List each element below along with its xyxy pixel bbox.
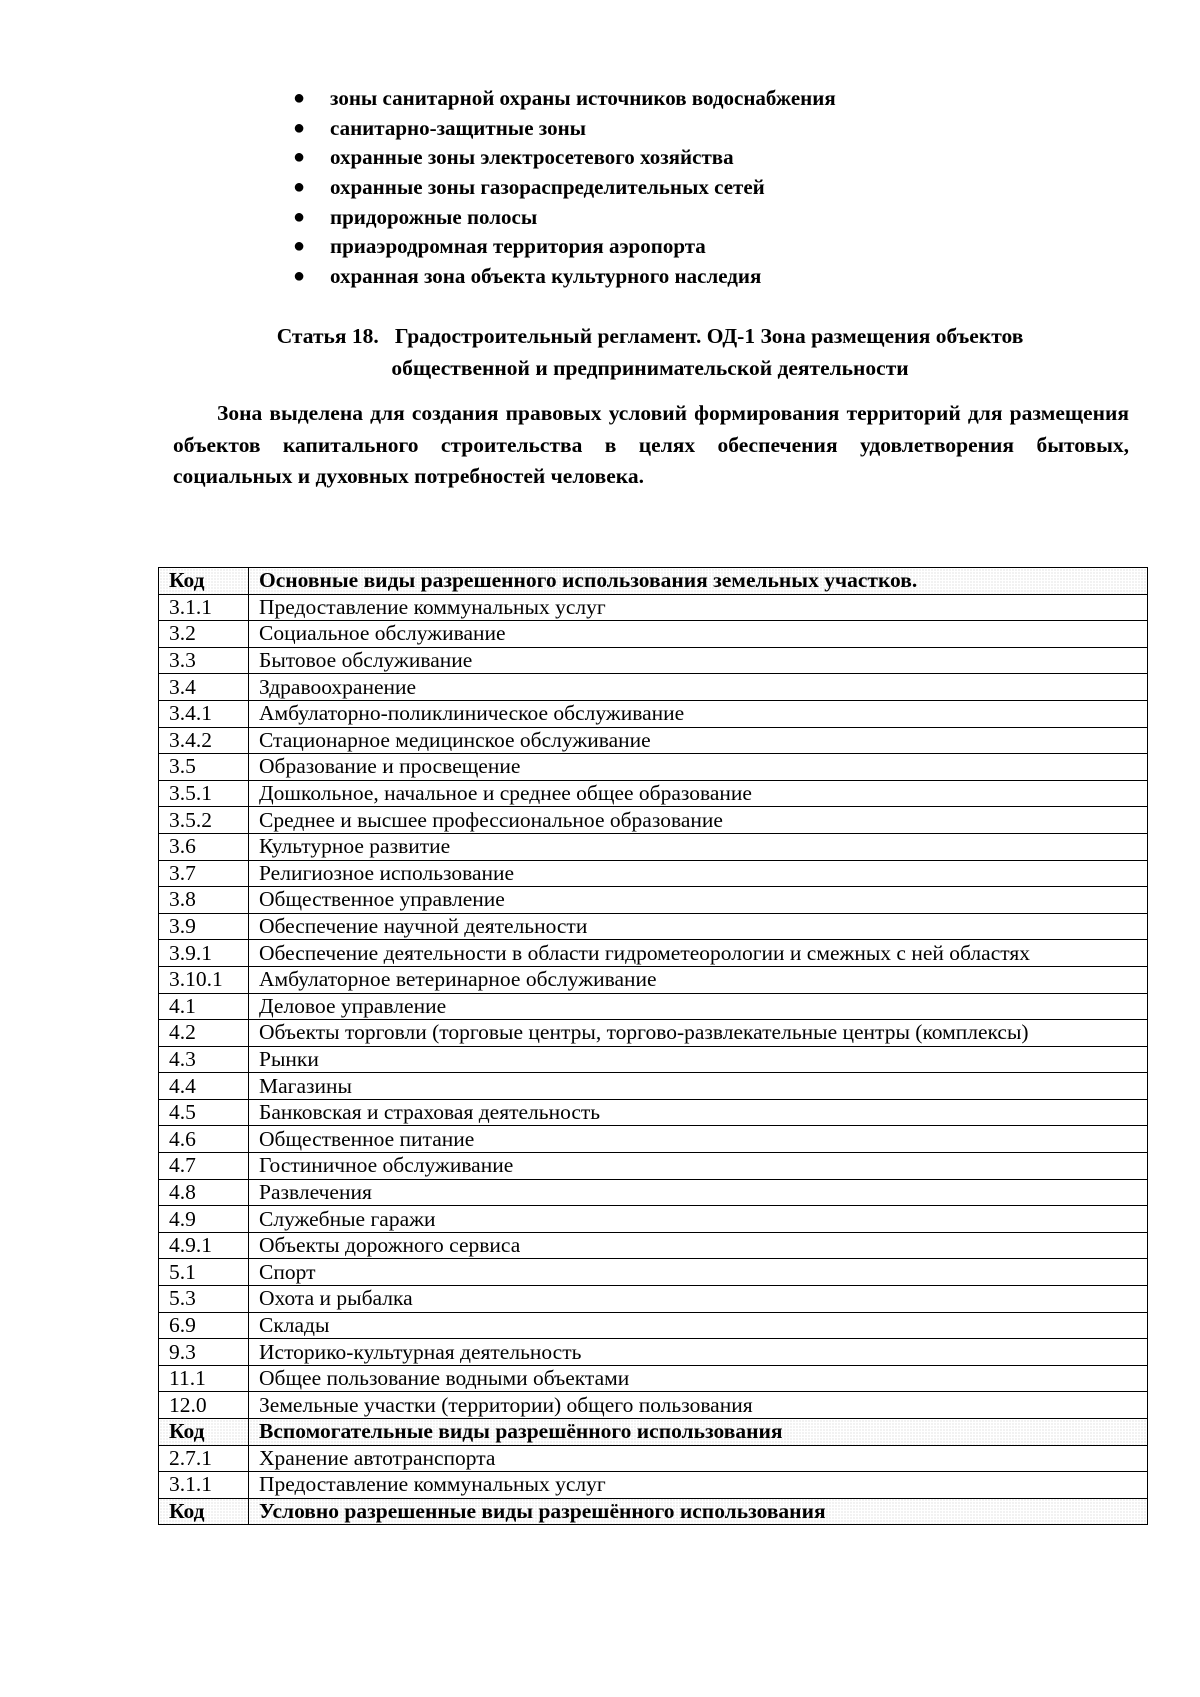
use-type-cell: Социальное обслуживание bbox=[249, 621, 1148, 648]
code-cell: 3.2 bbox=[159, 621, 249, 648]
use-type-cell: Культурное развитие bbox=[249, 833, 1148, 860]
article-heading-line2: общественной и предпринимательской деятельности bbox=[391, 356, 909, 380]
code-cell: 4.1 bbox=[159, 993, 249, 1020]
table-row bbox=[159, 807, 1148, 834]
use-type-cell: Земельные участки (территории) общего пользования bbox=[249, 1392, 1148, 1419]
use-type-cell: Общее пользование водными объектами bbox=[249, 1365, 1148, 1392]
use-type-cell: Вспомогательные виды разрешённого использования bbox=[249, 1419, 1148, 1446]
table-row bbox=[159, 621, 1148, 648]
code-cell: 3.6 bbox=[159, 833, 249, 860]
intro-paragraph: Зона выделена для создания правовых условий формирования территорий для размещения объектов капитального строительства в целях обеспечения удовлетворения бытовых, социальных и духовных потребностей человека. bbox=[173, 401, 1129, 488]
bullet-dot-icon: ● bbox=[293, 265, 306, 288]
code-cell: 9.3 bbox=[159, 1339, 249, 1366]
table-row bbox=[159, 1020, 1148, 1047]
code-cell: 3.5.2 bbox=[159, 807, 249, 834]
use-type-cell: Магазины bbox=[249, 1073, 1148, 1100]
bullet-dot-icon: ● bbox=[293, 235, 306, 258]
use-type-cell: Бытовое обслуживание bbox=[249, 647, 1148, 674]
table-row bbox=[159, 1259, 1148, 1286]
use-type-cell: Рынки bbox=[249, 1046, 1148, 1073]
use-type-cell: Амбулаторно-поликлиническое обслуживание bbox=[249, 700, 1148, 727]
code-cell: Код bbox=[159, 568, 249, 595]
use-type-cell: Среднее и высшее профессиональное образование bbox=[249, 807, 1148, 834]
code-cell: 3.5 bbox=[159, 754, 249, 781]
bullet-item: ● охранная зона объекта культурного наследия bbox=[293, 264, 762, 289]
land-use-table bbox=[158, 567, 1148, 1525]
use-type-cell: Предоставление коммунальных услуг bbox=[249, 1472, 1148, 1499]
table-row bbox=[159, 594, 1148, 621]
code-cell: 12.0 bbox=[159, 1392, 249, 1419]
code-cell: 3.9.1 bbox=[159, 940, 249, 967]
bullet-dot-icon: ● bbox=[293, 87, 306, 109]
code-cell: 11.1 bbox=[159, 1365, 249, 1392]
bullet-dot-icon: ● bbox=[293, 205, 306, 228]
table-row bbox=[159, 674, 1148, 701]
use-type-cell: Охота и рыбалка bbox=[249, 1286, 1148, 1313]
table-row bbox=[159, 754, 1148, 781]
code-cell: 2.7.1 bbox=[159, 1445, 249, 1472]
use-type-cell: Объекты торговли (торговые центры, торгово-развлекательные центры (комплексы) bbox=[249, 1020, 1148, 1047]
table-row bbox=[159, 1179, 1148, 1206]
code-cell: 3.3 bbox=[159, 647, 249, 674]
code-cell: 4.7 bbox=[159, 1153, 249, 1180]
code-cell: Код bbox=[159, 1419, 249, 1446]
bullet-dot-icon: ● bbox=[293, 146, 306, 169]
code-cell: 3.10.1 bbox=[159, 966, 249, 993]
table-row bbox=[159, 727, 1148, 754]
table-row bbox=[159, 993, 1148, 1020]
code-cell: 3.9 bbox=[159, 913, 249, 940]
code-cell: 5.3 bbox=[159, 1286, 249, 1313]
use-type-cell: Хранение автотранспорта bbox=[249, 1445, 1148, 1472]
use-type-cell: Служебные гаражи bbox=[249, 1206, 1148, 1233]
bullet-item: ● охранные зоны электросетевого хозяйства bbox=[293, 145, 734, 170]
code-cell: 4.4 bbox=[159, 1073, 249, 1100]
code-cell: 6.9 bbox=[159, 1312, 249, 1339]
code-cell: Код bbox=[159, 1498, 249, 1525]
table-row bbox=[159, 780, 1148, 807]
use-type-cell: Религиозное использование bbox=[249, 860, 1148, 887]
use-type-cell: Банковская и страховая деятельность bbox=[249, 1099, 1148, 1126]
table-row bbox=[159, 1153, 1148, 1180]
use-type-cell: Амбулаторное ветеринарное обслуживание bbox=[249, 966, 1148, 993]
code-cell: 4.2 bbox=[159, 1020, 249, 1047]
code-cell: 4.5 bbox=[159, 1099, 249, 1126]
table-row bbox=[159, 1126, 1148, 1153]
code-cell: 4.8 bbox=[159, 1179, 249, 1206]
table-row bbox=[159, 940, 1148, 967]
table-row bbox=[159, 700, 1148, 727]
bullet-item: ● зоны санитарной охраны источников водоснабжения bbox=[293, 86, 836, 110]
article-heading-line1: Статья 18. Градостроительный регламент. ОД-1 Зона размещения объектов bbox=[276, 324, 1024, 348]
bullet-item: ● придорожные полосы bbox=[293, 204, 538, 229]
use-type-cell: Общественное питание bbox=[249, 1126, 1148, 1153]
bullet-item: ● охранные зоны газораспределительных сетей bbox=[293, 175, 765, 200]
code-cell: 4.6 bbox=[159, 1126, 249, 1153]
code-cell: 3.4.2 bbox=[159, 727, 249, 754]
table-row bbox=[159, 1339, 1148, 1366]
table-row bbox=[159, 966, 1148, 993]
code-cell: 3.1.1 bbox=[159, 594, 249, 621]
table-section-header bbox=[159, 1498, 1148, 1525]
use-type-cell: Предоставление коммунальных услуг bbox=[249, 594, 1148, 621]
table-row bbox=[159, 860, 1148, 887]
use-type-cell: Обеспечение научной деятельности bbox=[249, 913, 1148, 940]
use-type-cell: Спорт bbox=[249, 1259, 1148, 1286]
code-cell: 3.8 bbox=[159, 887, 249, 914]
table-row bbox=[159, 1472, 1148, 1499]
table-row bbox=[159, 1232, 1148, 1259]
code-cell: 3.4.1 bbox=[159, 700, 249, 727]
table-row bbox=[159, 1206, 1148, 1233]
table-row bbox=[159, 833, 1148, 860]
use-type-cell: Здравоохранение bbox=[249, 674, 1148, 701]
use-type-cell: Условно разрешенные виды разрешённого использования bbox=[249, 1498, 1148, 1525]
bullet-item: ● приаэродромная территория аэропорта bbox=[293, 234, 706, 259]
use-type-cell: Склады bbox=[249, 1312, 1148, 1339]
bullet-dot-icon: ● bbox=[293, 116, 306, 139]
bullet-item: ● санитарно-защитные зоны bbox=[293, 115, 587, 140]
table-row bbox=[159, 1286, 1148, 1313]
table-section-header bbox=[159, 1419, 1148, 1446]
use-type-cell: Развлечения bbox=[249, 1179, 1148, 1206]
table-row bbox=[159, 887, 1148, 914]
table-row bbox=[159, 1046, 1148, 1073]
use-type-cell: Дошкольное, начальное и среднее общее образование bbox=[249, 780, 1148, 807]
table-row bbox=[159, 1099, 1148, 1126]
use-type-cell: Обеспечение деятельности в области гидрометеорологии и смежных с ней областях bbox=[249, 940, 1148, 967]
table-row bbox=[159, 1312, 1148, 1339]
code-cell: 4.3 bbox=[159, 1046, 249, 1073]
bullet-list bbox=[290, 84, 836, 292]
table-section-header bbox=[159, 568, 1148, 595]
use-type-cell: Объекты дорожного сервиса bbox=[249, 1232, 1148, 1259]
use-type-cell: Основные виды разрешенного использования земельных участков. bbox=[249, 568, 1148, 595]
use-type-cell: Образование и просвещение bbox=[249, 754, 1148, 781]
use-type-cell: Деловое управление bbox=[249, 993, 1148, 1020]
use-type-cell: Стационарное медицинское обслуживание bbox=[249, 727, 1148, 754]
code-cell: 3.1.1 bbox=[159, 1472, 249, 1499]
code-cell: 5.1 bbox=[159, 1259, 249, 1286]
code-cell: 4.9 bbox=[159, 1206, 249, 1233]
table-row bbox=[159, 647, 1148, 674]
code-cell: 3.4 bbox=[159, 674, 249, 701]
use-type-cell: Историко-культурная деятельность bbox=[249, 1339, 1148, 1366]
table-row bbox=[159, 1392, 1148, 1419]
use-type-cell: Гостиничное обслуживание bbox=[249, 1153, 1148, 1180]
table-row bbox=[159, 913, 1148, 940]
code-cell: 3.5.1 bbox=[159, 780, 249, 807]
use-type-cell: Общественное управление bbox=[249, 887, 1148, 914]
bullet-dot-icon: ● bbox=[293, 176, 306, 199]
table-row bbox=[159, 1445, 1148, 1472]
table-row bbox=[159, 1073, 1148, 1100]
code-cell: 3.7 bbox=[159, 860, 249, 887]
table-row bbox=[159, 1365, 1148, 1392]
land-use-table-body bbox=[159, 568, 1148, 1525]
code-cell: 4.9.1 bbox=[159, 1232, 249, 1259]
article-heading bbox=[170, 320, 1130, 384]
